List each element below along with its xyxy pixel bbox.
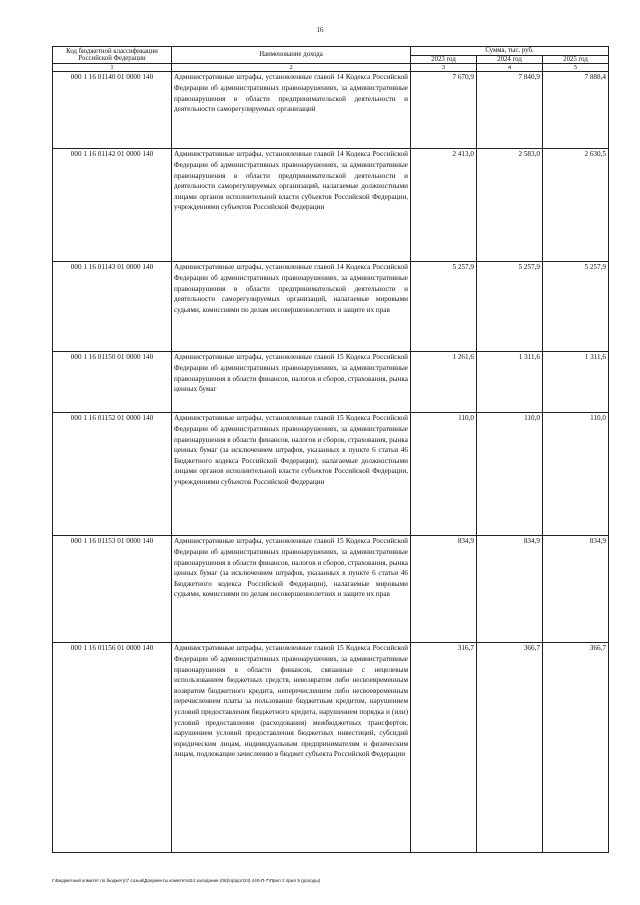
table-row bbox=[53, 352, 609, 413]
index-3: 3 bbox=[411, 64, 477, 72]
table-index-row bbox=[53, 64, 609, 72]
header-year-2025: 2025 год bbox=[543, 55, 609, 64]
row-code: 000 1 16 01140 01 0000 140 bbox=[53, 72, 172, 149]
table-header-row bbox=[53, 47, 609, 56]
header-code-column: Код бюджетной классификации Российской Федерации bbox=[53, 47, 172, 64]
header-year-2024: 2024 год bbox=[477, 55, 543, 64]
budget-revenue-table bbox=[52, 46, 609, 853]
row-2024: 110,0 bbox=[477, 413, 543, 536]
row-2023: 834,9 bbox=[411, 536, 477, 643]
row-2023: 110,0 bbox=[411, 413, 477, 536]
row-2023: 316,7 bbox=[411, 643, 477, 853]
row-2025: 834,9 bbox=[543, 536, 609, 643]
page-number: 16 bbox=[316, 26, 324, 34]
row-2025: 1 311,6 bbox=[543, 352, 609, 413]
table-row bbox=[53, 643, 609, 853]
table-row bbox=[53, 149, 609, 262]
row-name: Административные штрафы, установленные главой 15 Кодекса Российской Федерации об административных правонарушениях, за административные правонарушения в области финансов, налогов и сборов, страхования, рынка ценных бумаг bbox=[172, 352, 411, 413]
table-row bbox=[53, 536, 609, 643]
row-2025: 7 888,4 bbox=[543, 72, 609, 149]
row-2023: 5 257,9 bbox=[411, 262, 477, 352]
row-code: 000 1 16 01156 01 0000 140 bbox=[53, 643, 172, 853]
row-code: 000 1 16 01143 01 0000 140 bbox=[53, 262, 172, 352]
table-row bbox=[53, 72, 609, 149]
table-row bbox=[53, 413, 609, 536]
row-name: Административные штрафы, установленные главой 15 Кодекса Российской Федерации об административных правонарушениях, за административные правонарушения в области финансов, налогов и сборов, страхования, рынка ценных бумаг (за исключением штрафов, указанных в пункте 6 статьи 46 Бюджетного кодекса Российской Федерации), налагаемые мировыми судьями, комиссиями по делам несовершеннолетних и защите их прав bbox=[172, 536, 411, 643]
row-2025: 366,7 bbox=[543, 643, 609, 853]
row-2023: 2 413,0 bbox=[411, 149, 477, 262]
header-sum-column: Сумма, тыс. руб. bbox=[411, 47, 609, 56]
row-code: 000 1 16 01152 01 0000 140 bbox=[53, 413, 172, 536]
row-name: Административные штрафы, установленные главой 14 Кодекса Российской Федерации об административных правонарушениях, за административные правонарушения в области предпринимательской деятельности и деятельности саморегулируемых организаций, налагаемые должностными лицами органов исполнительной власти субъектов Российской Федерации, учреждениями субъектов Российской Федерации bbox=[172, 149, 411, 262]
index-2: 2 bbox=[172, 64, 411, 72]
row-2024: 7 840,9 bbox=[477, 72, 543, 149]
header-year-2023: 2023 год bbox=[411, 55, 477, 64]
header-name-column: Наименование дохода bbox=[172, 47, 411, 64]
row-2024: 366,7 bbox=[477, 643, 543, 853]
row-code: 000 1 16 01142 01 0000 140 bbox=[53, 149, 172, 262]
row-code: 000 1 16 01150 01 0000 140 bbox=[53, 352, 172, 413]
row-2023: 1 261,6 bbox=[411, 352, 477, 413]
row-2024: 834,9 bbox=[477, 536, 543, 643]
row-2025: 2 630,5 bbox=[543, 149, 609, 262]
row-2023: 7 670,9 bbox=[411, 72, 477, 149]
table-row bbox=[53, 262, 609, 352]
index-1: 1 bbox=[53, 64, 172, 72]
row-2025: 5 257,9 bbox=[543, 262, 609, 352]
index-4: 4 bbox=[477, 64, 543, 72]
row-2024: 5 257,9 bbox=[477, 262, 543, 352]
row-name: Административные штрафы, установленные главой 14 Кодекса Российской Федерации об административных правонарушениях, за административные правонарушения в области предпринимательской деятельности и деятельности саморегулируемых организаций, налагаемые мировыми судьями, комиссиями по делам несовершеннолетних и защите их прав bbox=[172, 262, 411, 352]
file-path-footer: I:\Бюджетный комитет по бюджету\7 созыв\Документы комитета\24 заседание (06)\пр\дог\24) 440-П-7\Прил 2 прил 5 (доходы) bbox=[52, 878, 321, 883]
row-code: 000 1 16 01153 01 0000 140 bbox=[53, 536, 172, 643]
row-name: Административные штрафы, установленные главой 15 Кодекса Российской Федерации об административных правонарушениях, за административные правонарушения в области финансов, налогов и сборов, страхования, рынка ценных бумаг (за исключением штрафов, указанных в пункте 6 статьи 46 Бюджетного кодекса Российской Федерации), налагаемые должностными лицами органов исполнительной власти субъектов Российской Федерации, учреждениями субъектов Российской Федерации bbox=[172, 413, 411, 536]
row-2025: 110,0 bbox=[543, 413, 609, 536]
row-name: Административные штрафы, установленные главой 15 Кодекса Российской Федерации об административных правонарушениях, за административные правонарушения в области финансов, связанные с нецелевым использованием бюджетных средств, невозвратом либо несвоевременным возвратом бюджетного кредита, неперечислением либо несвоевременным перечислением платы за пользование бюджетным кредитом, нарушением условий предоставления бюджетного кредита, нарушением порядка и (или) условий предоставления (расходования) межбюджетных трансфертов, нарушением условий предоставления бюджетных инвестиций, субсидий юридическим лицам, индивидуальным предпринимателям и физическим лицам, подлежащие зачислению в бюджет субъекта Российской Федерации bbox=[172, 643, 411, 853]
index-5: 5 bbox=[543, 64, 609, 72]
row-2024: 1 311,6 bbox=[477, 352, 543, 413]
row-2024: 2 583,0 bbox=[477, 149, 543, 262]
row-name: Административные штрафы, установленные главой 14 Кодекса Российской Федерации об административных правонарушениях, за административные правонарушения в области предпринимательской деятельности и деятельности саморегулируемых организаций bbox=[172, 72, 411, 149]
